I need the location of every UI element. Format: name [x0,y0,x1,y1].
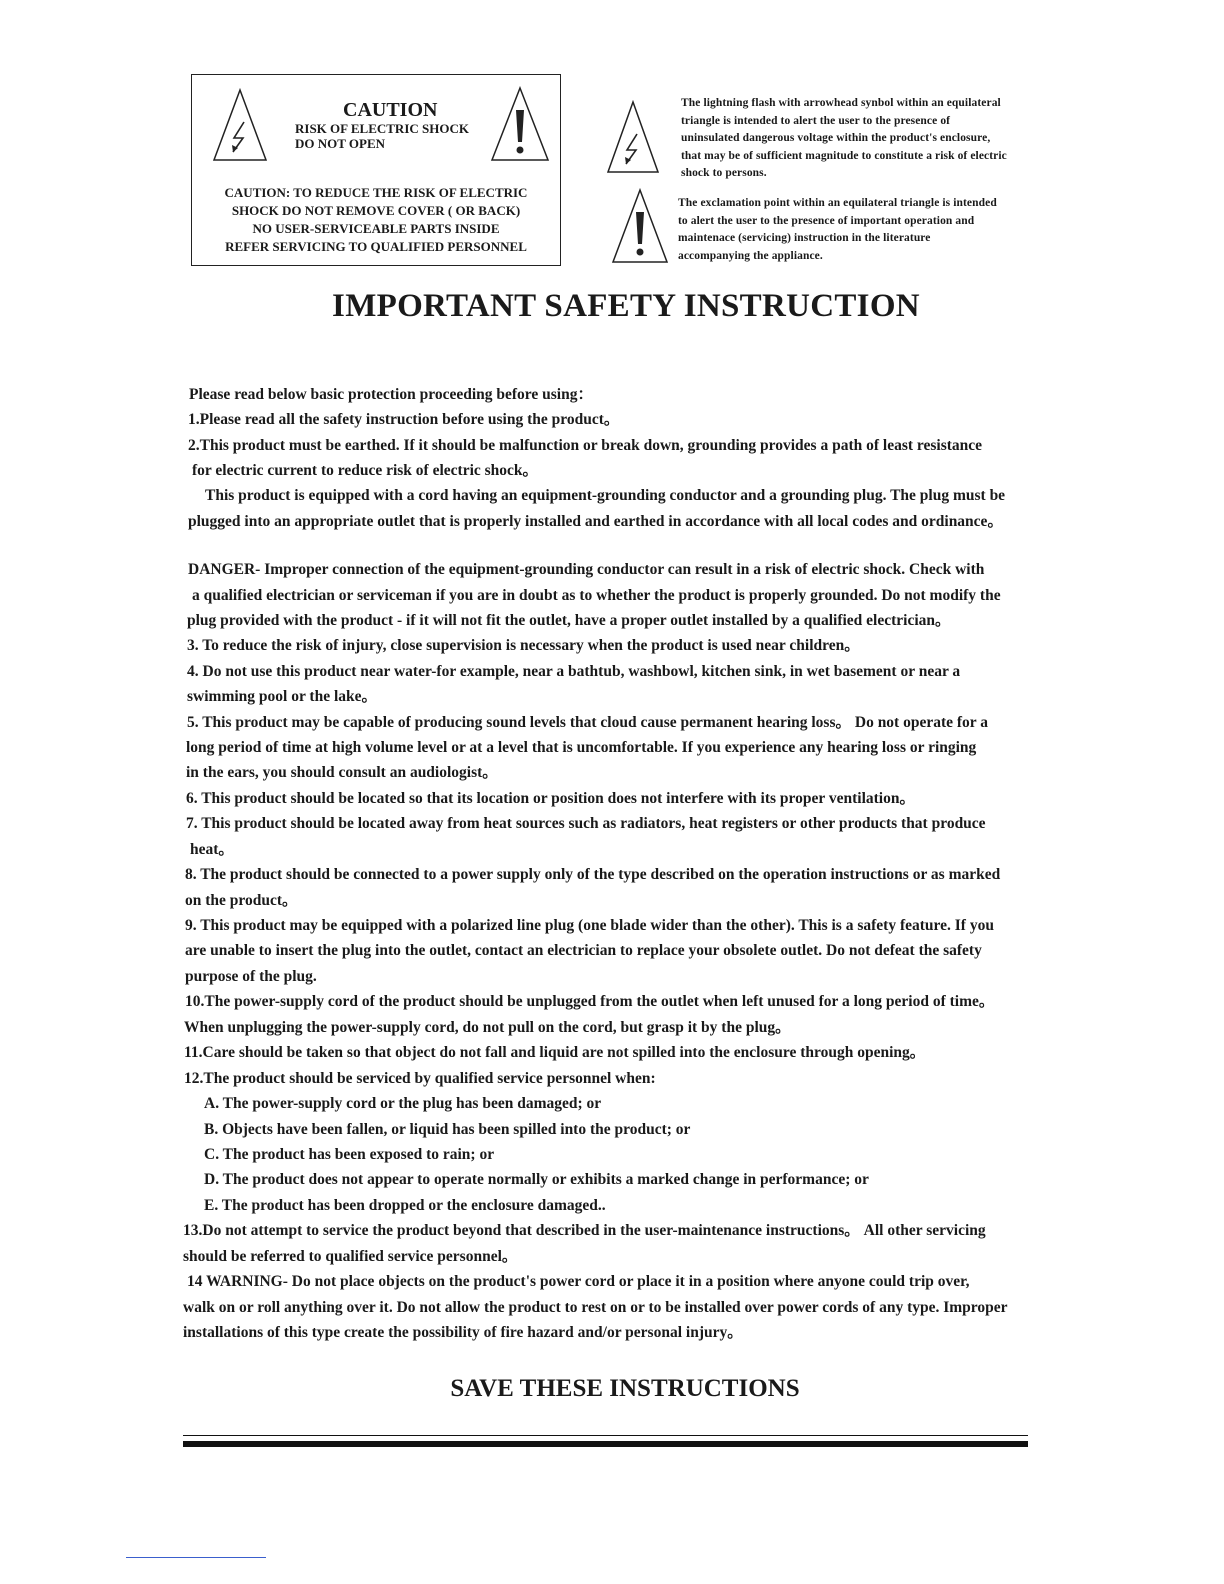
sub-item-line: B. Objects have been fallen, or liquid has been spilled into the product; or [204,1121,691,1138]
instruction-line: 4. Do not use this product near water-for example, near a bathtub, washbowl, kitchen sink, in wet basement or near a [187,663,961,680]
divider-thick [183,1441,1028,1447]
divider-thin [183,1435,1028,1436]
warning-line: walk on or roll anything over it. Do not allow the product to rest on or to be installed over power cords of any type. Improper [183,1299,1008,1316]
exclamation-symbol-description: The exclamation point within an equilateral triangle is intended to alert the user to the presence of important operation and maintenace (servicing) instruction in the literature accompanying the appliance. [678,197,997,262]
instruction-line: in the ears, you should consult an audiologist。 [186,764,498,781]
caution-title: CAUTION [343,99,438,121]
instruction-line: plugged into an appropriate outlet that is properly installed and earthed in accordance with all local codes and ordinance。 [188,513,1003,530]
instruction-line: 9. This product may be equipped with a polarized line plug (one blade wider than the other). This is a safety feature. If you [185,917,994,934]
danger-line: plug provided with the product - if it will not fit the outlet, have a proper outlet installed by a qualified electrician。 [187,612,951,629]
danger-line: a qualified electrician or serviceman if you are in doubt as to whether the product is properly grounded. Do not modify the [192,587,1001,604]
instruction-line: 2.This product must be earthed. If it should be malfunction or break down, grounding provides a path of least resistance [188,437,983,454]
instruction-line: heat。 [190,841,234,858]
instruction-line: 13.Do not attempt to service the product beyond that described in the user-maintenance instructions。 All other servicing [183,1222,986,1239]
instruction-line: 12.The product should be serviced by qualified service personnel when: [184,1070,656,1087]
lightning-symbol-description: The lightning flash with arrowhead synbol within an equilateral triangle is intended to alert the user to the presence of uninsulated dangerous voltage within the product's enclosure, that may be of sufficient magnitude to constitute a risk of electric shock to persons. [681,97,1007,179]
sub-item-line: E. The product has been dropped or the enclosure damaged.. [204,1197,606,1214]
instruction-line: This product is equipped with a cord having an equipment-grounding conductor and a grounding plug. The plug must be [205,487,1006,504]
instruction-line: 10.The power-supply cord of the product should be unplugged from the outlet when left unused for a long period of time。 [185,993,995,1010]
sub-item-line: D. The product does not appear to operate normally or exhibits a marked change in performance; or [204,1171,869,1188]
caution-body: CAUTION: TO REDUCE THE RISK OF ELECTRIC SHOCK DO NOT REMOVE COVER ( OR BACK) NO USER-SERVICEABLE PARTS INSIDE REFER SERVICING TO QUALIFIED PERSONNEL [224,185,528,254]
instruction-line: 5. This product may be capable of producing sound levels that cloud cause permanent hearing loss。 Do not operate for a [187,714,989,731]
lightning-symbol-icon [606,100,660,174]
warning-line: 14 WARNING- Do not place objects on the product's power cord or place it in a position where anyone could trip over, [187,1273,970,1290]
page-title: IMPORTANT SAFETY INSTRUCTION [332,288,920,324]
instruction-line: should be referred to qualified service personnel。 [183,1248,518,1265]
exclamation-warning-icon [490,86,550,162]
lightning-warning-icon [212,88,268,162]
instruction-line: 7. This product should be located away from heat sources such as radiators, heat registers or other products that produce [186,815,986,832]
instruction-line: for electric current to reduce risk of electric shock。 [192,462,539,479]
caution-subtitle: RISK OF ELECTRIC SHOCK DO NOT OPEN [295,121,469,151]
warning-line: installations of this type create the possibility of fire hazard and/or personal injury。 [183,1324,743,1341]
instruction-line: on the product。 [185,892,298,909]
instruction-line: swimming pool or the lake。 [187,688,378,705]
instruction-line: long period of time at high volume level or at a level that is uncomfortable. If you experience any hearing loss or ringing [186,739,977,756]
instruction-line: When unplugging the power-supply cord, do not pull on the cord, but grasp it by the plug。 [184,1019,791,1036]
instruction-line: 8. The product should be connected to a power supply only of the type described on the operation instructions or as marked [185,866,1001,883]
intro-line: Please read below basic protection proceeding before using： [189,386,593,403]
instruction-line: purpose of the plug. [185,968,317,985]
instruction-line: 3. To reduce the risk of injury, close supervision is necessary when the product is used near children。 [187,637,860,654]
exclamation-symbol-icon [611,188,669,264]
instruction-line: 11.Care should be taken so that object do not fall and liquid are not spilled into the enclosure through opening。 [184,1044,926,1061]
instruction-line: are unable to insert the plug into the outlet, contact an electrician to replace your obsolete outlet. Do not defeat the safety [185,942,982,959]
instruction-line: 6. This product should be located so that its location or position does not interfere with its proper ventilation。 [186,790,915,807]
footer-rule [126,1557,266,1558]
sub-item-line: A. The power-supply cord or the plug has been damaged; or [204,1095,602,1112]
sub-item-line: C. The product has been exposed to rain; or [204,1146,495,1163]
instruction-line: 1.Please read all the safety instruction before using the product。 [188,411,620,428]
danger-line: DANGER- Improper connection of the equipment-grounding conductor can result in a risk of electric shock. Check with [188,561,985,578]
save-instructions-heading: SAVE THESE INSTRUCTIONS [450,1375,800,1402]
